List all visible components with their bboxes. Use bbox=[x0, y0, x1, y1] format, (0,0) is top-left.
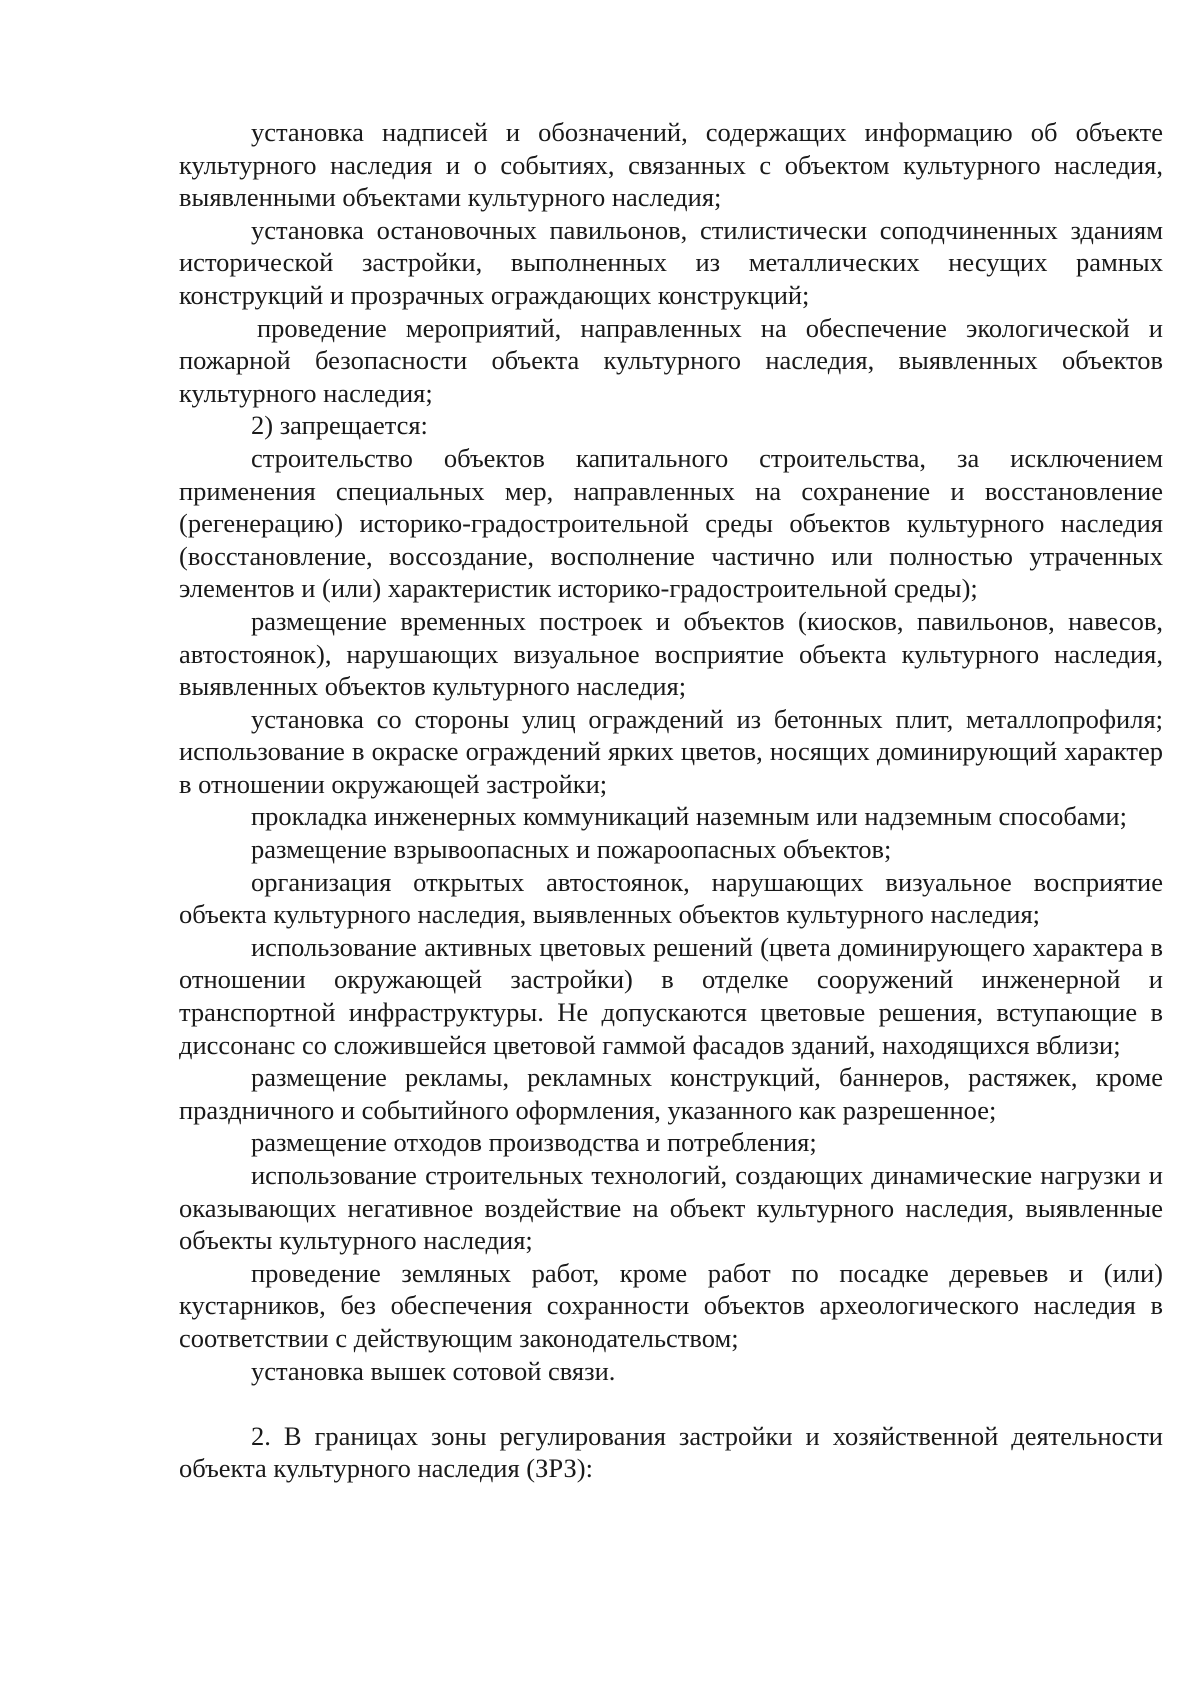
document-body bbox=[179, 116, 1163, 1485]
section-2-heading: 2. В границах зоны регулирования застройки и хозяйственной деятельности объекта культурного наследия (ЗРЗ): bbox=[179, 1420, 1163, 1484]
paragraph-fences: установка со стороны улиц ограждений из бетонных плит, металлопрофиля; использование в окраске ограждений ярких цветов, носящих доминирующий характер в отношении окружающей застройки; bbox=[179, 703, 1163, 799]
paragraph-inscriptions: установка надписей и обозначений, содержащих информацию об объекте культурного наследия и о событиях, связанных с объектом культурного наследия, выявленными объектами культурного наследия; bbox=[179, 117, 1163, 213]
paragraph-earthworks: проведение земляных работ, кроме работ по посадке деревьев и (или) кустарников, без обеспечения сохранности объектов археологического наследия в соответствии с действующим законодательством; bbox=[179, 1257, 1163, 1353]
paragraph-bus-stops: установка остановочных павильонов, стилистически соподчиненных зданиям исторической застройки, выполненных из металлических несущих рамных конструкций и прозрачных ограждающих конструкций; bbox=[179, 214, 1163, 310]
paragraph-utilities: прокладка инженерных коммуникаций наземным или надземным способами; bbox=[251, 801, 1127, 832]
paragraph-parking: организация открытых автостоянок, нарушающих визуальное восприятие объекта культурного наследия, выявленных объектов культурного наследия; bbox=[179, 866, 1163, 930]
paragraph-gap bbox=[179, 1387, 1163, 1420]
paragraph-waste: размещение отходов производства и потребления; bbox=[251, 1127, 817, 1158]
paragraph-capital-construction: строительство объектов капитального строительства, за исключением применения специальных мер, направленных на сохранение и восстановление (регенерацию) историко-градостроительной среды объектов культурного наследия (восстановление, воссоздание, восполнение частично или полностью утраченных элементов и (или) характеристик историко-градостроительной среды); bbox=[179, 442, 1163, 604]
paragraph-cell-towers: установка вышек сотовой связи. bbox=[251, 1355, 616, 1386]
paragraph-prohibited-heading: 2) запрещается: bbox=[251, 410, 428, 441]
paragraph-color-solutions: использование активных цветовых решений (цвета доминирующего характера в отношении окружающей застройки) в отделке сооружений инженерной и транспортной инфраструктуры. Не допускаются цветовые решения, вступающие в диссонанс со сложившейся цветовой гаммой фасадов зданий, находящихся вблизи; bbox=[179, 931, 1163, 1060]
paragraph-temporary-buildings: размещение временных построек и объектов (киосков, павильонов, навесов, автостоянок), нарушающих визуальное восприятие объекта культурного наследия, выявленных объектов культурного наследия; bbox=[179, 605, 1163, 702]
paragraph-construction-technologies: использование строительных технологий, создающих динамические нагрузки и оказывающих негативное воздействие на объект культурного наследия, выявленные объекты культурного наследия; bbox=[179, 1160, 1163, 1256]
paragraph-hazardous-objects: размещение взрывоопасных и пожароопасных объектов; bbox=[251, 834, 892, 865]
paragraph-safety-measures: проведение мероприятий, направленных на обеспечение экологической и пожарной безопасности объекта культурного наследия, выявленных объектов культурного наследия; bbox=[179, 312, 1163, 408]
paragraph-advertising: размещение рекламы, рекламных конструкций, баннеров, растяжек, кроме праздничного и событийного оформления, указанного как разрешенное; bbox=[179, 1062, 1163, 1125]
